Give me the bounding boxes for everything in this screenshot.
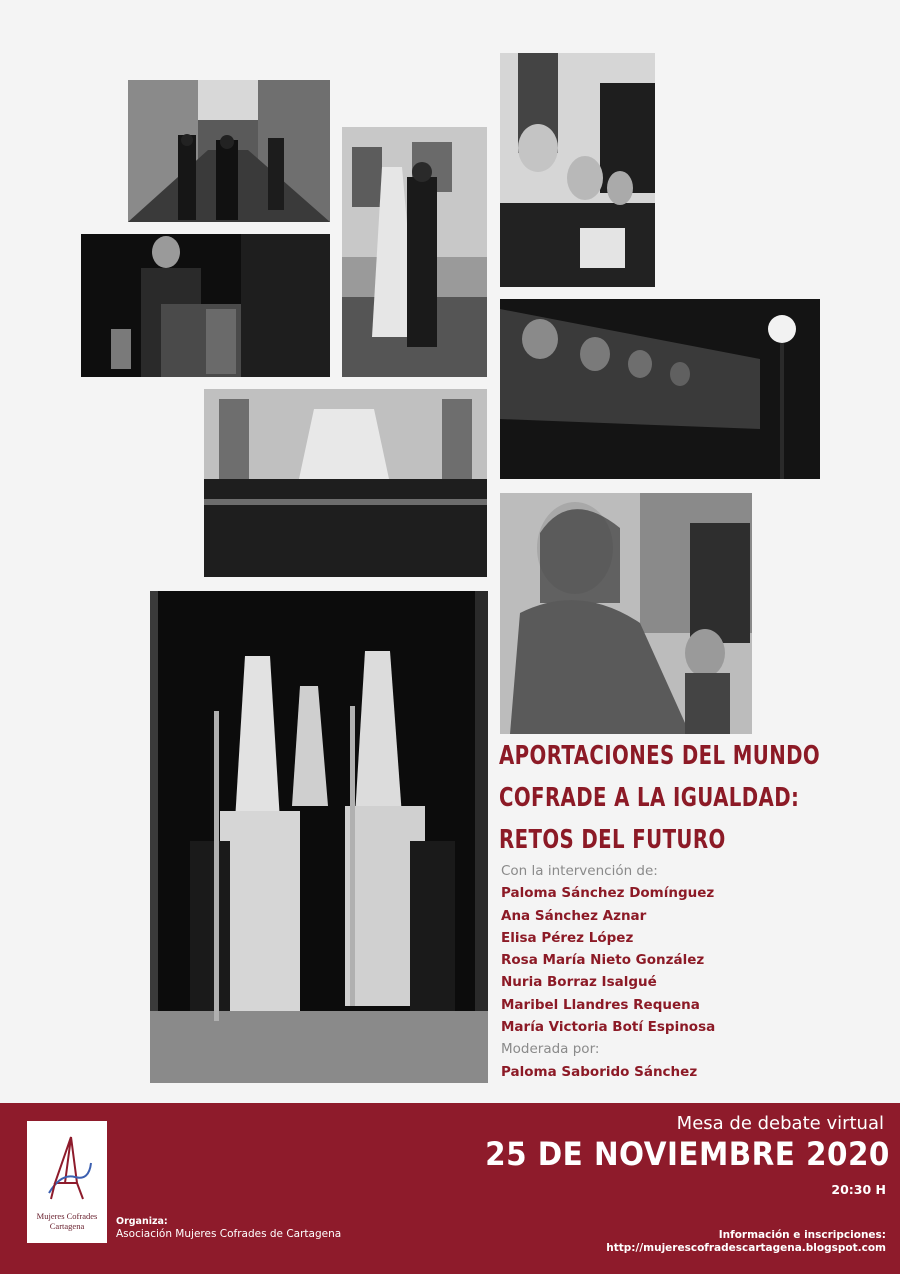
headline-line-2: COFRADE A LA IGUALDAD: — [499, 783, 800, 813]
logo-text-line2: Cartagena — [49, 1221, 85, 1231]
speaker-name: Nuria Borraz Isalgué — [501, 974, 657, 991]
organizer-logo — [27, 1121, 107, 1243]
logo-text-line1: Mujeres Cofrades — [36, 1211, 98, 1221]
speaker-name: Maribel Llandres Requena — [501, 996, 700, 1013]
organizer-name: Asociación Mujeres Cofrades de Cartagena — [116, 1228, 342, 1240]
participants-list — [501, 860, 881, 1083]
event-date: 25 DE NOVIEMBRE 2020 — [485, 1135, 890, 1173]
moderator-label: Moderada por: — [501, 1041, 600, 1058]
women-crowd-photo — [500, 53, 655, 287]
church-group-photo — [204, 389, 487, 577]
event-time: 20:30 H — [831, 1182, 886, 1197]
banner-bearer-photo — [342, 127, 487, 377]
speaker-name: Paloma Sánchez Domínguez — [501, 885, 715, 902]
headline-line-3: RETOS DEL FUTURO — [499, 825, 726, 855]
info-url-link[interactable]: http://mujerescofradescartagena.blogspot.com — [606, 1242, 886, 1254]
street-procession-photo — [128, 80, 330, 222]
moderator-name: Paloma Saborido Sánchez — [501, 1063, 698, 1080]
night-procession-photo — [500, 299, 820, 479]
speakers-intro-label: Con la intervención de: — [501, 863, 658, 879]
woman-in-mantle-photo — [500, 493, 752, 734]
speaker-name: María Victoria Botí Espinosa — [501, 1019, 716, 1036]
speaker-name: Ana Sánchez Aznar — [501, 907, 647, 924]
headline-line-1: APORTACIONES DEL MUNDO — [499, 741, 821, 771]
info-label: Información e inscripciones: — [718, 1229, 886, 1241]
footer-band — [0, 1103, 900, 1274]
event-type: Mesa de debate virtual — [676, 1113, 884, 1134]
woman-speaking-photo — [81, 234, 330, 377]
nazarenos-procession-photo — [150, 591, 488, 1083]
speaker-name: Elisa Pérez López — [501, 929, 634, 946]
hooded-figure-logo-icon — [41, 1133, 93, 1205]
speaker-name: Rosa María Nieto González — [501, 952, 705, 969]
organizer-label: Organiza: — [116, 1216, 168, 1227]
event-headline — [499, 735, 899, 861]
